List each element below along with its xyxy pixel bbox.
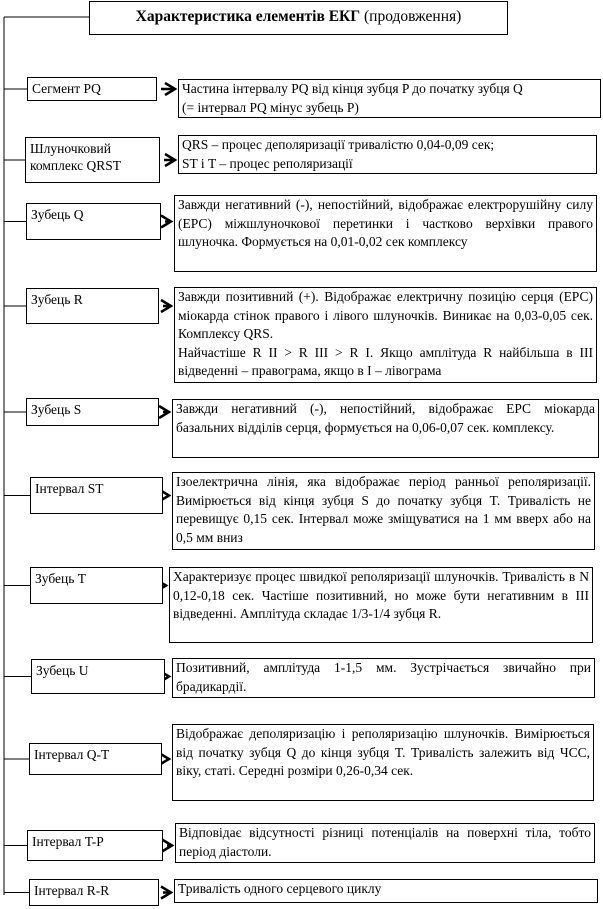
element-label: Інтервал T-P (27, 830, 163, 861)
diagram-title (89, 1, 508, 35)
element-description (178, 135, 597, 174)
description-paragraph: Завжди негативний (-), непостійний, відображає електрорушійну силу (ЕРС) міжшлуночкової перетинки і частково верхівки правого шлуночка. Формується на 0,01-0,02 сек комплексу (178, 197, 593, 250)
description-paragraph: Ізоелектрична лінія, яка відображає період ранньої реполяризації. Вимірюється від кінця зубця S до початку зубця T. Тривалість не перевищує 0,15 сек. Інтервал може зміщуватися на 1 мм вверх або на 0,5 мм вниз (176, 474, 591, 545)
element-description (169, 567, 593, 643)
description-paragraph: Тривалість одного серцевого циклу (178, 881, 382, 896)
description-paragraph: Відображає деполяризацію і реполяризацію шлуночків. Вимірюється від початку зубця Q до кінця зубця T. Тривалість залежить від ЧСС, віку, статі. Середні розміри 0,26-0,34 сек. (176, 726, 590, 779)
description-paragraph: Відповідає відсутності різниці потенціалів на поверхні тіла, тобто період діастоли. (179, 825, 591, 859)
element-label: Шлуночковий комплекс QRST (25, 137, 160, 183)
element-description (174, 879, 598, 903)
element-description (174, 195, 597, 272)
description-paragraph: QRS – процес деполяризації тривалістю 0,04-0,09 сек; (182, 137, 495, 152)
element-label: Інтервал ST (30, 477, 163, 514)
element-description (178, 79, 601, 118)
description-paragraph: Завжди негативний (-), непостійний, відображає ЕРС міокарда базальних відділів серця, формується на 0,06-0,07 сек. комплексу. (176, 401, 595, 435)
element-label: Сегмент PQ (27, 77, 157, 101)
element-label: Зубець R (26, 288, 159, 324)
description-paragraph: Найчастіше R II > R III > R I. Якщо амплітуда R найбільша в III відведенні – правограма, якщо в I – лівограма (178, 344, 593, 379)
description-paragraph: Завжди позитивний (+). Відображає електричну позицію серця (ЕРС) міокарда стінок правого і лівого шлуночків. Виникає на 0,03-0,05 сек. Комплексу QRS. (178, 289, 593, 342)
element-label: Зубець U (31, 659, 165, 694)
description-paragraph: Частина інтервалу PQ від кінця зубця P до початку зубця Q (182, 81, 523, 96)
element-description (172, 724, 594, 801)
title-bold: Характеристика елементів ЕКГ (135, 8, 361, 25)
element-label: Зубець T (30, 567, 163, 604)
element-label: Інтервал R-R (29, 879, 159, 906)
description-paragraph: ST і T – процес реполяризації (182, 155, 353, 171)
element-label: Інтервал Q-T (29, 743, 162, 775)
element-description (172, 658, 595, 698)
description-paragraph: Позитивний, амплітуда 1-1,5 мм. Зустрічається звичайно при брадикардії. (176, 660, 591, 694)
element-description (172, 472, 595, 550)
description-paragraph: Характеризує процес швидкої реполяризації шлуночків. Тривалість в N 0,12-0,18 сек. Частіше позитивний, но може бути негативним в III відведенні. Амплітуда складає 1/3-1/4 зубця R. (173, 569, 589, 622)
element-label: Зубець S (26, 398, 159, 426)
element-label: Зубець Q (26, 203, 161, 240)
element-description (175, 823, 595, 863)
description-paragraph: (= інтервал PQ мінус зубець P) (182, 99, 359, 115)
element-description (174, 287, 597, 383)
element-description (172, 399, 599, 458)
title-rest: (продовження) (360, 8, 462, 25)
